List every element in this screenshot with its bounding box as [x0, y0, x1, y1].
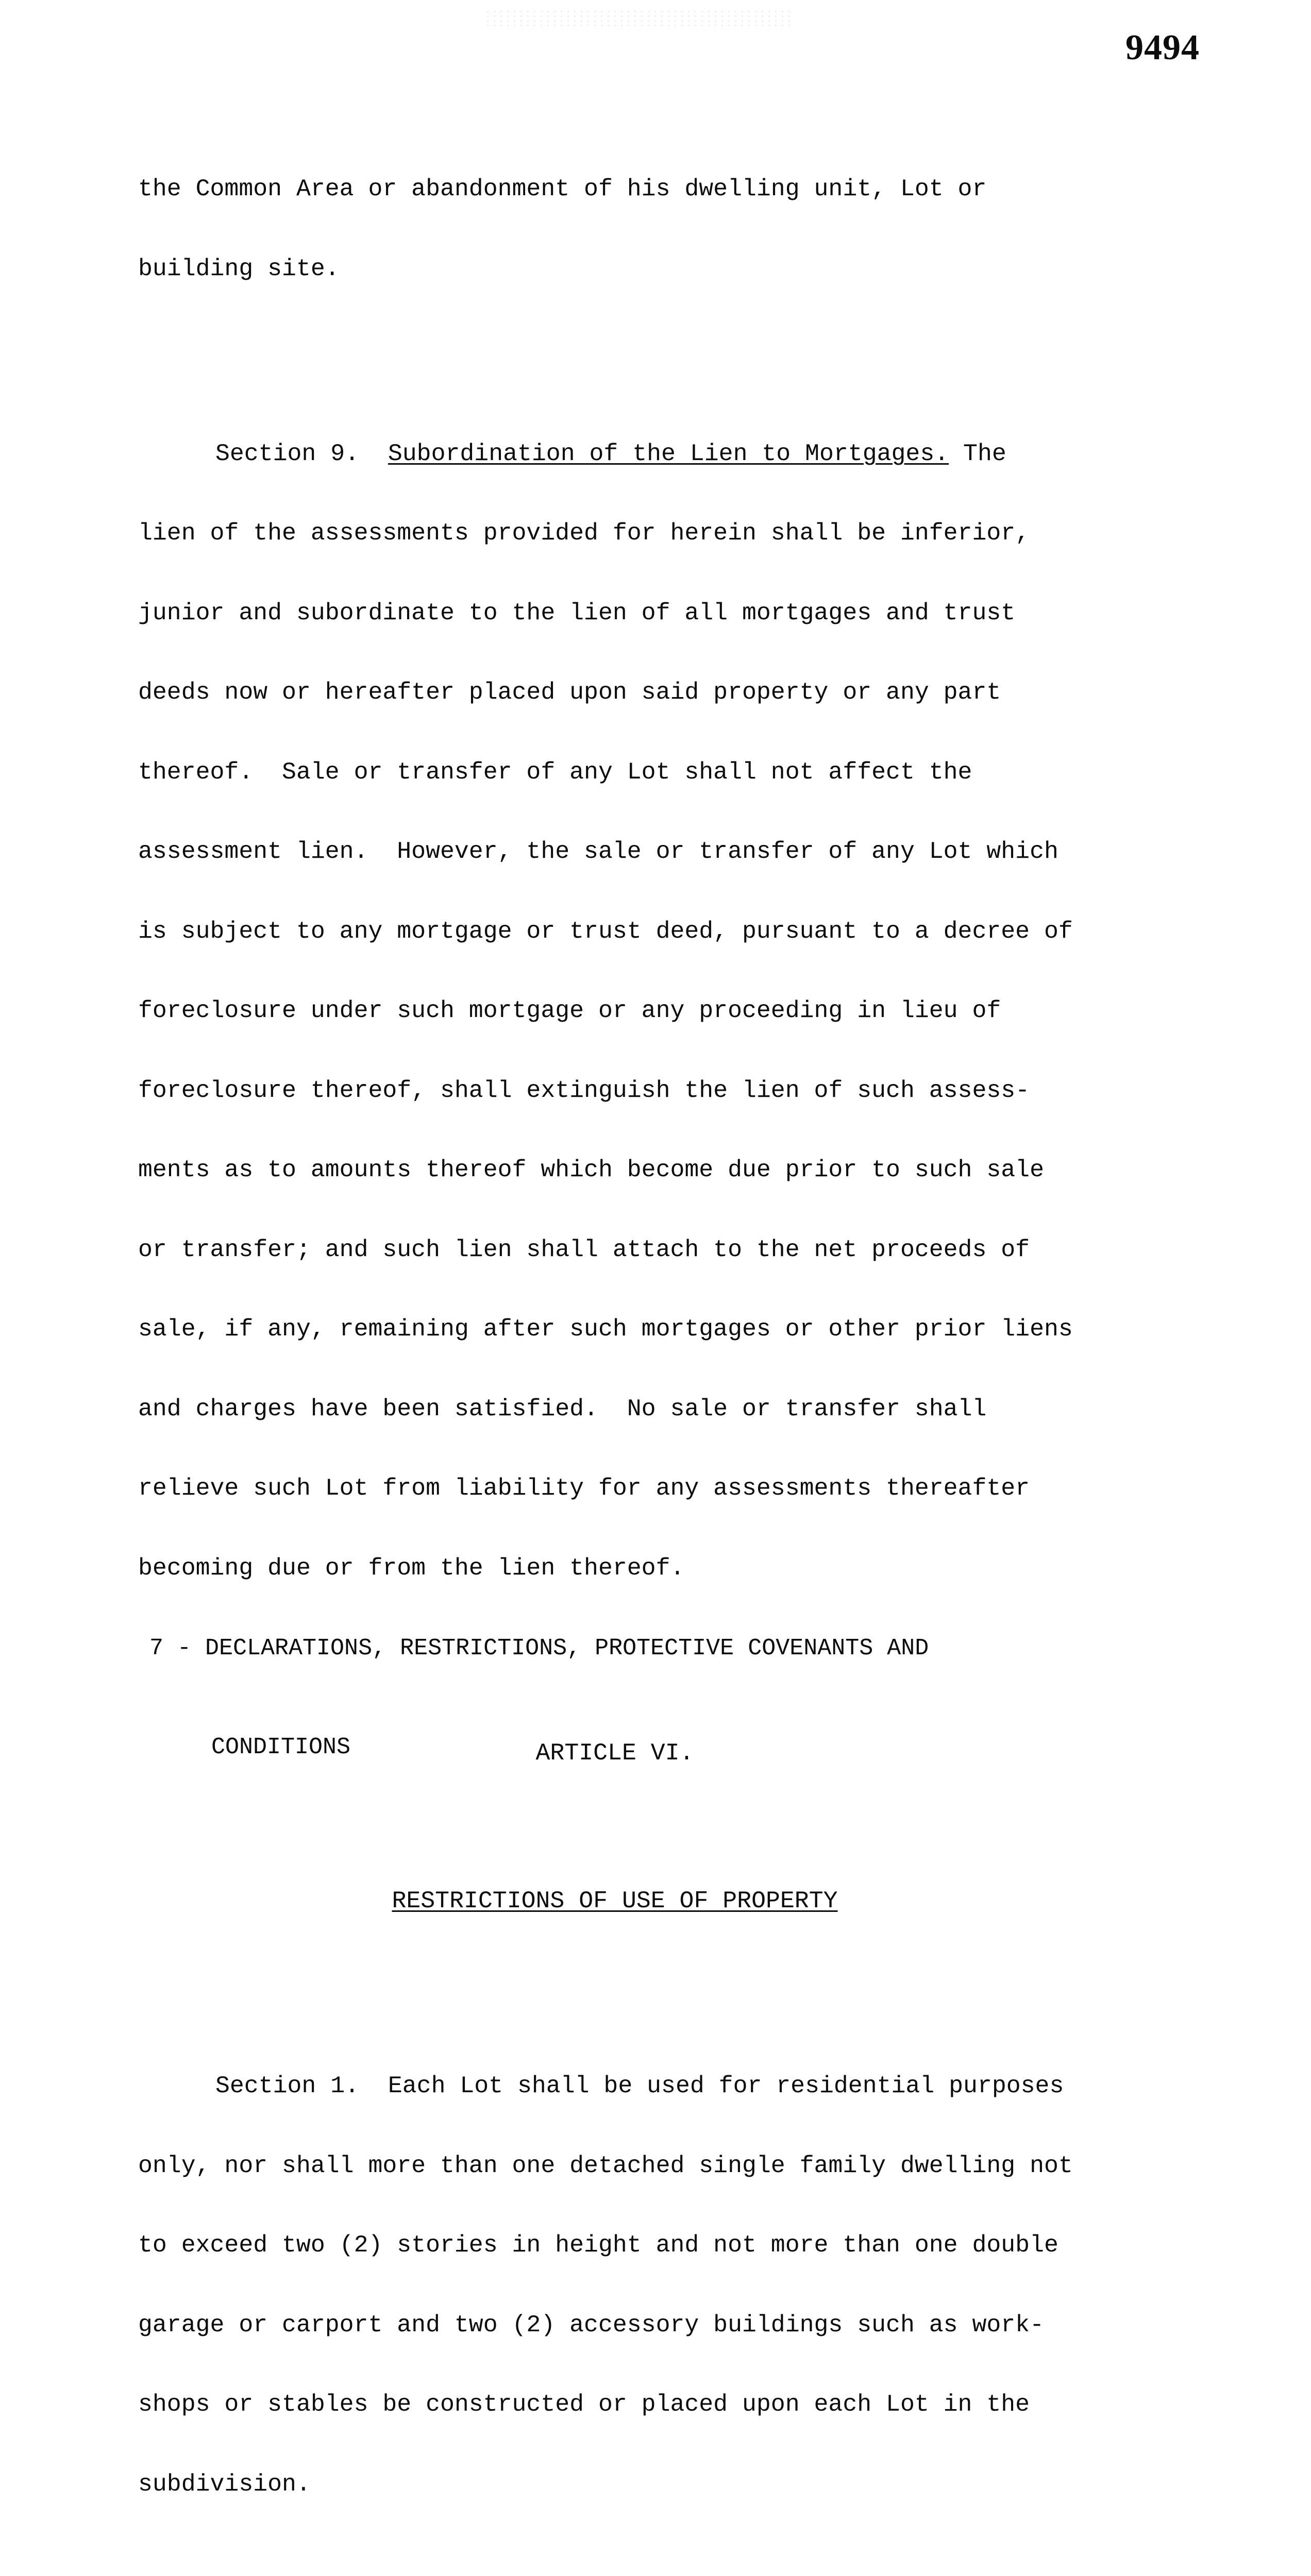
page-footer	[149, 1566, 1180, 1830]
section-9-line: deeds now or hereafter placed upon said property or any part	[138, 679, 1001, 706]
section-9-first-tail: The	[949, 439, 1006, 467]
section-1-line: only, nor shall more than one detached single family dwelling not	[138, 2151, 1073, 2179]
section-1-line: subdivision.	[138, 2470, 311, 2498]
section-9-line: ments as to amounts thereof which become due prior to such sale	[138, 1156, 1044, 1183]
article-title-line	[138, 1888, 1174, 1914]
section-9-line: thereof. Sale or transfer of any Lot shall not affect the	[138, 758, 972, 786]
section-9-line: sale, if any, remaining after such mortgages or other prior liens	[138, 1315, 1073, 1343]
section-9-line: or transfer; and such lien shall attach to the net proceeds of	[138, 1235, 1030, 1263]
section-9-line: lien of the assessments provided for herein shall be inferior,	[138, 519, 1030, 547]
intro-line: building site.	[138, 255, 340, 282]
section-9-line: foreclosure thereof, shall extinguish the lien of such assess-	[138, 1076, 1030, 1104]
intro-line: the Common Area or abandonment of his dwelling unit, Lot or	[138, 175, 987, 202]
section-9-line: assessment lien. However, the sale or transfer of any Lot which	[138, 838, 1058, 865]
article-title: RESTRICTIONS OF USE OF PROPERTY	[392, 1887, 838, 1914]
section-9-line: relieve such Lot from liability for any assessments thereafter	[138, 1475, 1030, 1502]
section-9-line: junior and subordinate to the lien of all mortgages and trust	[138, 599, 1016, 626]
footer-line-2: CONDITIONS	[211, 1734, 351, 1760]
section-9-title: Subordination of the Lien to Mortgages.	[388, 439, 949, 467]
document-body	[138, 123, 1174, 2576]
section-9-line: foreclosure under such mortgage or any proceeding in lieu of	[138, 997, 1001, 1024]
section-1-line: shops or stables be constructed or placed upon each Lot in the	[138, 2391, 1030, 2418]
section-1-first-line: Section 1. Each Lot shall be used for residential purposes	[215, 2072, 1064, 2099]
article-number: ARTICLE VI.	[535, 1739, 694, 1767]
section-9-heading-line	[138, 440, 1174, 467]
section-9-prefix: Section 9.	[215, 439, 360, 467]
section-1-line: garage or carport and two (2) accessory buildings such as work-	[138, 2311, 1044, 2338]
scan-speckle	[484, 9, 794, 30]
footer-line-1: 7 - DECLARATIONS, RESTRICTIONS, PROTECTIVE COVENANTS AND	[149, 1635, 929, 1662]
section-9-line: becoming due or from the lien thereof.	[138, 1554, 685, 1582]
page-number: 9494	[1125, 28, 1200, 67]
section-9-line: and charges have been satisfied. No sale or transfer shall	[138, 1395, 987, 1422]
section-1-line: to exceed two (2) stories in height and not more than one double	[138, 2231, 1058, 2259]
section-9-line: is subject to any mortgage or trust deed, pursuant to a decree of	[138, 917, 1073, 945]
